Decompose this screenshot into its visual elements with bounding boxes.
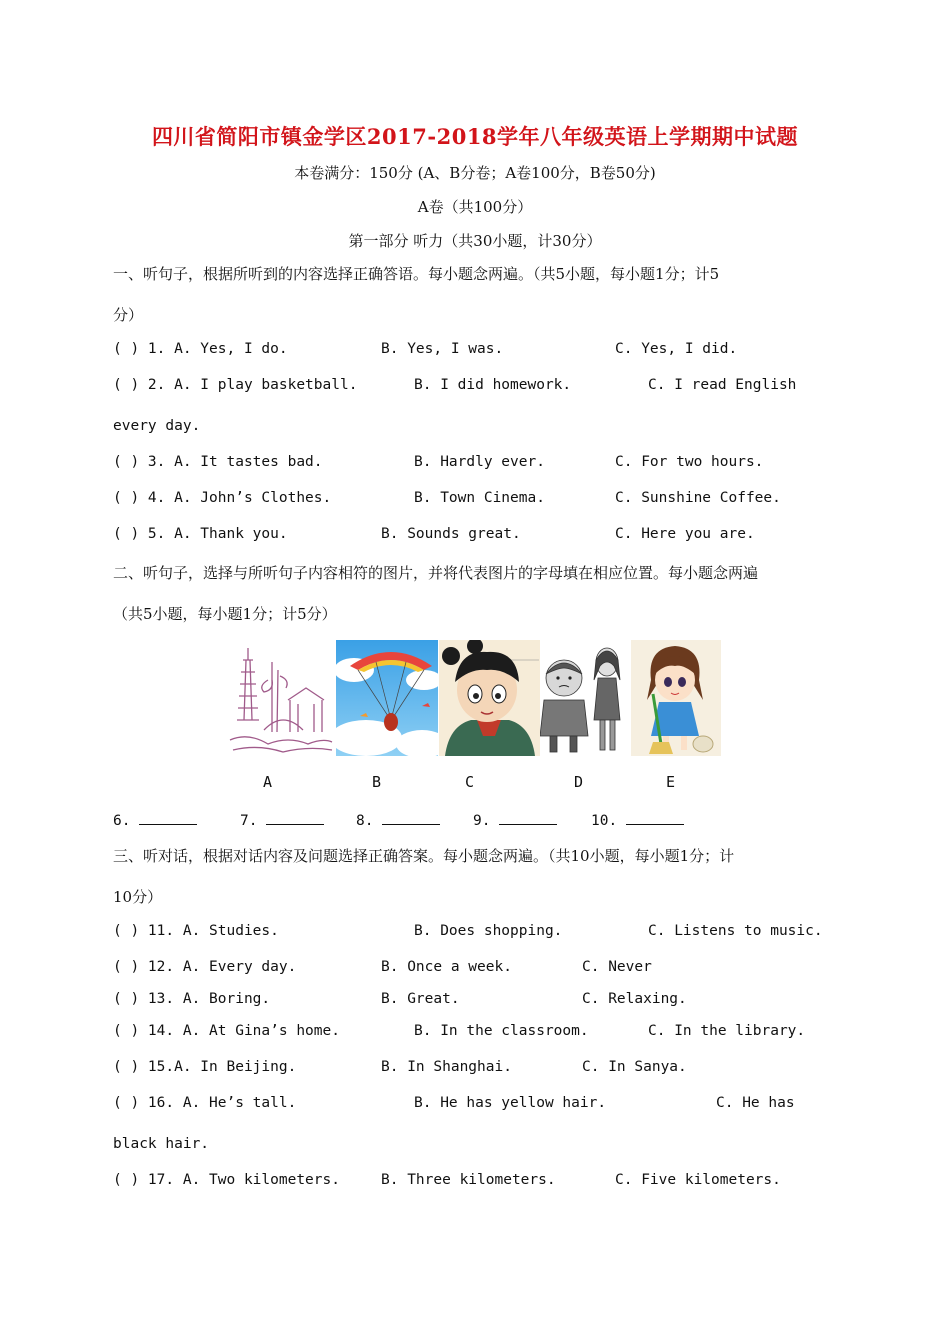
q11-option-b: B. Does shopping. xyxy=(414,923,563,939)
q1-option-a: ( ) 1. A. Yes, I do. xyxy=(113,341,288,357)
q15-option-a: ( ) 15.A. In Beijing. xyxy=(113,1059,297,1075)
picture-a-pagoda xyxy=(228,640,334,756)
picture-label-b: B xyxy=(372,773,382,791)
sec1-instruction: 一、听句子，根据所听到的内容选择正确答语。每小题念两遍。（共5小题，每小题1分；计5 xyxy=(113,265,720,283)
blank-10-line xyxy=(626,810,684,825)
blank-6[interactable] xyxy=(113,810,197,829)
q5-option-a: ( ) 5. A. Thank you. xyxy=(113,526,288,542)
blank-8-label: 8. xyxy=(356,813,374,829)
exam-title: 四川省简阳市镇金学区2017-2018学年八年级英语上学期期中试题 xyxy=(151,124,799,149)
q2-option-c: C. I read English xyxy=(648,377,797,393)
sec3-instruction-cont: 10分） xyxy=(113,888,163,906)
full-score-note: 本卷满分：150分 (A、B分卷；A卷100分，B卷50分) xyxy=(294,164,656,182)
q11-option-a: ( ) 11. A. Studies. xyxy=(113,923,279,939)
q13-option-a: ( ) 13. A. Boring. xyxy=(113,991,271,1007)
sec1-instruction-cont: 分） xyxy=(113,306,144,324)
sec2-instruction-cont: （共5小题，每小题1分；计5分） xyxy=(113,605,337,623)
q17-option-c: C. Five kilometers. xyxy=(615,1172,781,1188)
q5-option-b: B. Sounds great. xyxy=(381,526,521,542)
q13-option-c: C. Relaxing. xyxy=(582,991,687,1007)
sec2-instruction: 二、听句子，选择与所听句子内容相符的图片，并将代表图片的字母填在相应位置。每小题念两遍 xyxy=(113,564,759,582)
q15-option-b: B. In Shanghai. xyxy=(381,1059,512,1075)
q3-option-c: C. For two hours. xyxy=(615,454,764,470)
blank-8[interactable] xyxy=(356,810,440,829)
blank-9-line xyxy=(499,810,557,825)
picture-e-girl-sweeping xyxy=(631,640,721,756)
q2-option-b: B. I did homework. xyxy=(414,377,572,393)
blank-7-label: 7. xyxy=(240,813,258,829)
q17-option-b: B. Three kilometers. xyxy=(381,1172,556,1188)
blank-9-label: 9. xyxy=(473,813,491,829)
q4-option-b: B. Town Cinema. xyxy=(414,490,545,506)
q12-option-a: ( ) 12. A. Every day. xyxy=(113,959,297,975)
blank-10-label: 10. xyxy=(591,813,618,829)
q16-option-c-wrap: black hair. xyxy=(113,1136,210,1152)
q2-option-c-wrap: every day. xyxy=(113,418,201,434)
q17-option-a: ( ) 17. A. Two kilometers. xyxy=(113,1172,340,1188)
blank-9[interactable] xyxy=(473,810,557,829)
picture-label-e: E xyxy=(666,773,676,791)
paper-a-heading: A卷（共100分） xyxy=(417,198,533,216)
q16-option-b: B. He has yellow hair. xyxy=(414,1095,607,1111)
blank-8-line xyxy=(382,810,440,825)
blank-10[interactable] xyxy=(591,810,684,829)
blank-7[interactable] xyxy=(240,810,324,829)
q14-option-a: ( ) 14. A. At Gina’s home. xyxy=(113,1023,340,1039)
q14-option-b: B. In the classroom. xyxy=(414,1023,589,1039)
blank-7-line xyxy=(266,810,324,825)
blank-6-line xyxy=(139,810,197,825)
q11-option-c: C. Listens to music. xyxy=(648,923,823,939)
blank-6-label: 6. xyxy=(113,813,131,829)
q4-option-a: ( ) 4. A. John’s Clothes. xyxy=(113,490,332,506)
q12-option-b: B. Once a week. xyxy=(381,959,512,975)
picture-d-two-girls xyxy=(540,640,630,756)
q1-option-c: C. Yes, I did. xyxy=(615,341,738,357)
picture-label-d: D xyxy=(574,773,584,791)
q5-option-c: C. Here you are. xyxy=(615,526,755,542)
part1-heading: 第一部分 听力（共30小题，计30分） xyxy=(348,232,602,250)
q12-option-c: C. Never xyxy=(582,959,652,975)
q1-option-b: B. Yes, I was. xyxy=(381,341,504,357)
picture-b-paraglider xyxy=(336,640,438,756)
q2-option-a: ( ) 2. A. I play basketball. xyxy=(113,377,358,393)
q4-option-c: C. Sunshine Coffee. xyxy=(615,490,781,506)
q3-option-b: B. Hardly ever. xyxy=(414,454,545,470)
q16-option-a: ( ) 16. A. He’s tall. xyxy=(113,1095,297,1111)
picture-label-c: C xyxy=(465,773,475,791)
q14-option-c: C. In the library. xyxy=(648,1023,806,1039)
picture-label-a: A xyxy=(263,773,273,791)
picture-c-cartoon-boy xyxy=(439,640,540,756)
q15-option-c: C. In Sanya. xyxy=(582,1059,687,1075)
sec3-instruction: 三、听对话，根据对话内容及问题选择正确答案。每小题念两遍。（共10小题，每小题1分；计 xyxy=(113,847,735,865)
q16-option-c: C. He has xyxy=(716,1095,795,1111)
q3-option-a: ( ) 3. A. It tastes bad. xyxy=(113,454,323,470)
q13-option-b: B. Great. xyxy=(381,991,460,1007)
